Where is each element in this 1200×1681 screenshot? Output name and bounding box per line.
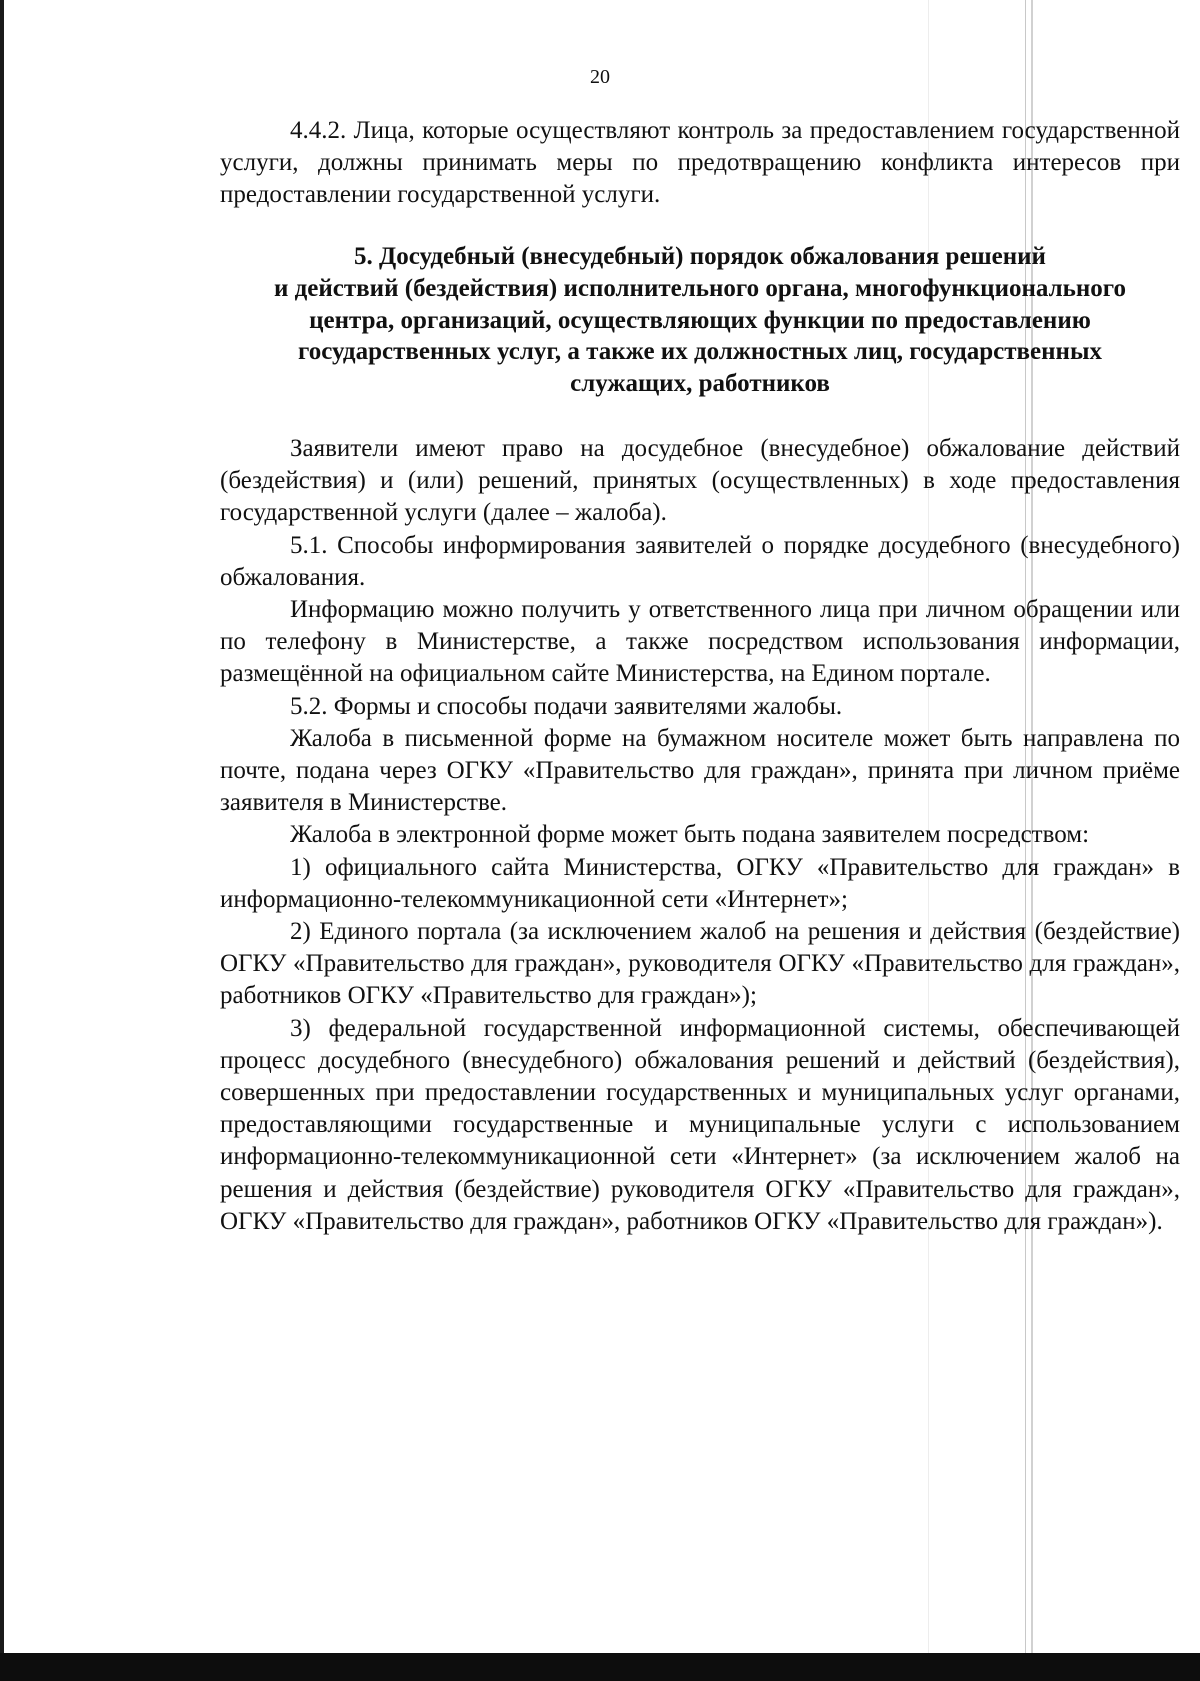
body-paragraph: 5.2. Формы и способы подачи заявителями жалобы. <box>290 692 843 720</box>
intro-section <box>220 115 1180 212</box>
scan-border-bottom <box>0 1653 1200 1681</box>
section-heading-line: 5. Досудебный (внесудебный) порядок обжалования решений <box>354 243 1046 270</box>
body-paragraph: Жалоба в письменной форме на бумажном носителе может быть направлена по почте, подана через ОГКУ «Правительство для граждан», принята при личном приёме заявителя в Министерстве. <box>220 724 1180 817</box>
body-paragraph: Жалоба в электронной форме может быть подана заявителем посредством: <box>290 821 1090 849</box>
section-heading-line: центра, организаций, осуществляющих функции по предоставлению <box>309 306 1091 334</box>
body-paragraph: 2) Единого портала (за исключением жалоб на решения и действия (бездействие) ОГКУ «Правительство для граждан», руководителя ОГКУ «Правительство для граждан», работников ОГКУ «Правительство для граждан»); <box>220 918 1180 1010</box>
section-heading-line: служащих, работников <box>570 370 830 398</box>
section-heading <box>210 241 1190 400</box>
body-paragraph: Информацию можно получить у ответственного лица при личном обращении или по телефону в Министерстве, а также посредством использования информации, размещённой на официальном сайте Министерства, на Едином портале. <box>220 596 1180 688</box>
body-paragraph: 5.1. Способы информирования заявителей о порядке досудебного (внесудебного) обжалования. <box>220 531 1180 591</box>
section-heading-line: и действий (бездействия) исполнительного органа, многофункционального <box>274 274 1126 302</box>
body-paragraph: 1) официального сайта Министерства, ОГКУ «Правительство для граждан» в информационно-телекоммуникационной сети «Интернет»; <box>220 853 1180 913</box>
scan-border-left <box>0 0 4 1681</box>
intro-paragraph: 4.4.2. Лица, которые осуществляют контроль за предоставлением государственной услуги, должны принимать меры по предотвращению конфликта интересов при предоставлении государственной услуги. <box>220 117 1180 209</box>
section-heading-line: государственных услуг, а также их должностных лиц, государственных <box>298 338 1102 366</box>
body-paragraph: 3) федеральной государственной информационной системы, обеспечивающей процесс досудебного (внесудебного) обжалования решений и действий (бездействия), совершенных при предоставлении государственных и муниципальных услуг органами, предоставляющими государственные и муниципальные услуги с использованием информационно-телекоммуникационной сети «Интернет» (за исключением жалоб на решения и действия (бездействие) руководителя ОГКУ «Правительство для граждан», ОГКУ «Правительство для граждан», работников ОГКУ «Правительство для граждан»). <box>220 1014 1180 1235</box>
body-paragraph: Заявители имеют право на досудебное (внесудебное) обжалование действий (бездействия) и (или) решений, принятых (осуществленных) в ходе предоставления государственной услуги (далее – жалоба). <box>220 435 1180 527</box>
body-section <box>220 433 1180 1238</box>
page-number: 20 <box>590 66 610 88</box>
